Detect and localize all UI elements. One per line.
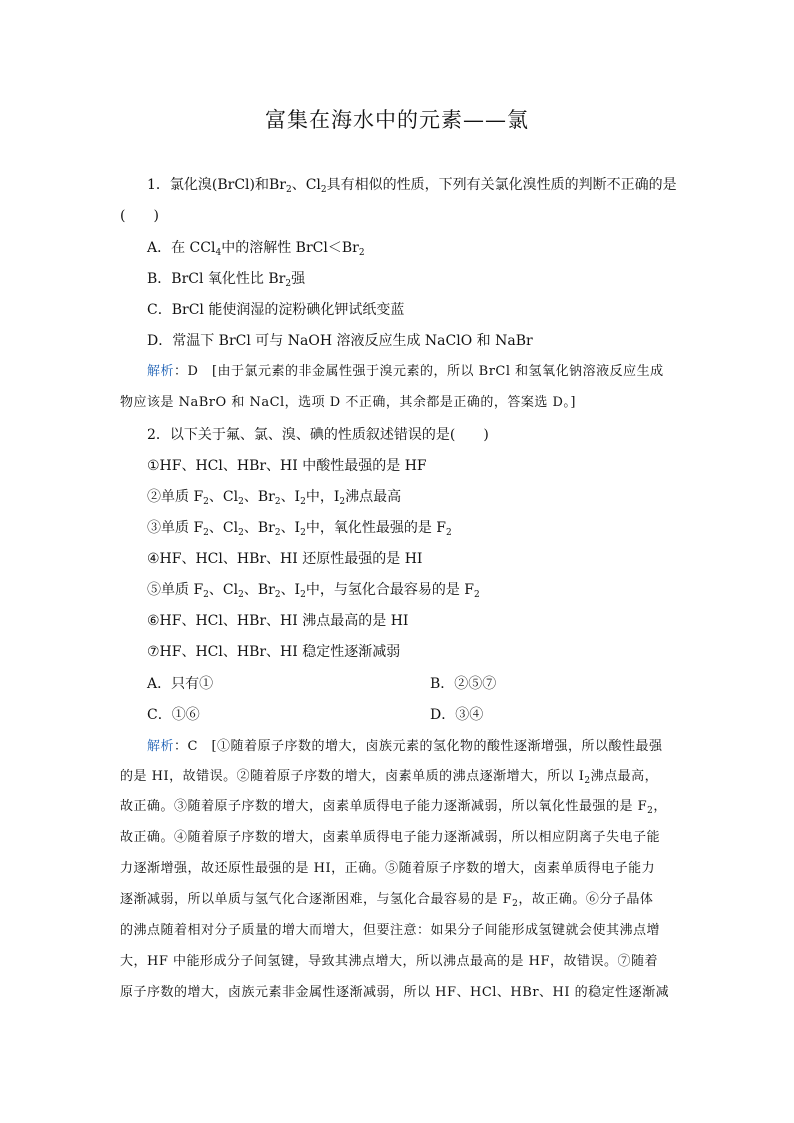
subscript: 2 (339, 497, 346, 507)
q1-option-d: D．常温下 BrCl 可与 NaOH 溶液反应生成 NaClO 和 NaBr (147, 333, 533, 349)
q2-options-row-2 (147, 705, 677, 725)
subscript: 2 (474, 590, 480, 600)
statement-text: 、Cl (208, 520, 239, 536)
subscript: 2 (274, 497, 281, 507)
statement-text: 中，I (305, 489, 340, 505)
analysis-text: ：D [由于氯元素的非金属性强于溴元素的，所以 BrCl 和氢氧化钠溶液反应生成 (174, 364, 664, 379)
statement-text: 、I (280, 520, 301, 536)
subscript: 2 (300, 528, 306, 538)
q1-option-a (147, 238, 677, 258)
statement-text: 、Br (243, 489, 275, 505)
subscript: 2 (512, 899, 519, 909)
subscript: 2 (300, 590, 306, 600)
analysis-label: 解析 (147, 739, 175, 754)
statement-text: 中，氧化性最强的是 F (305, 520, 446, 536)
q2-analysis-line-9: 原子序数的增大，卤族元素非金属性逐渐减弱，所以 HF、HCl、HBr、HI 的稳定性逐渐减 (120, 985, 670, 1000)
analysis-text: ，故正确。⑥分子晶体 (518, 892, 654, 907)
subscript: 2 (203, 528, 209, 538)
statement-text: 沸点最高 (345, 489, 402, 505)
subscript: 2 (238, 528, 244, 538)
q2-statement-6: ⑥HF、HCl、HBr、HI 沸点最高的是 HI (147, 613, 409, 629)
q2-option-a: A．只有① (147, 676, 214, 692)
q2-analysis-line-8: 大，HF 中能形成分子间氢键，导致其沸点增大，所以沸点最高的是 HF，故错误。⑦随着 (120, 954, 658, 969)
subscript: 4 (215, 248, 222, 258)
q1-analysis-line-2: 物应该是 NaBrO 和 NaCl，选项 D 不正确，其余都是正确的，答案选 D。] (120, 395, 576, 410)
subscript: 2 (320, 185, 327, 195)
q2-analysis-line-3 (120, 797, 676, 817)
page-title: 富集在海水中的元素——氯 (265, 108, 529, 132)
q2-analysis-line-4: 故正确。④随着原子序数的增大，卤素单质得电子能力逐渐减弱，所以相应阴离子失电子能 (120, 830, 661, 845)
option-text: A．在 CCl (147, 240, 216, 256)
q2-options-row-1 (147, 674, 677, 694)
q2-option-c: C．①⑥ (147, 707, 200, 723)
subscript: 2 (203, 497, 209, 507)
analysis-label: 解析 (147, 364, 175, 379)
q2-analysis-line-6 (120, 890, 676, 910)
q2-statement-1: ①HF、HCl、HBr、HI 中酸性最强的是 HF (147, 458, 427, 474)
statement-text: ③单质 F (147, 520, 204, 536)
subscript: 2 (285, 279, 292, 289)
subscript: 2 (285, 185, 292, 195)
option-text: B．BrCl 氧化性比 Br (147, 271, 286, 287)
q1-option-b (147, 269, 677, 289)
option-text: 强 (291, 271, 306, 287)
subscript: 2 (203, 590, 209, 600)
subscript: 2 (274, 590, 281, 600)
analysis-text: ：C [①随着原子序数的增大，卤族元素的氢化物的酸性逐渐增强，所以酸性最强 (174, 739, 663, 754)
q2-stem: 2．以下关于氟、氯、溴、碘的性质叙述错误的是( ) (147, 427, 489, 443)
q1-stem-text: 1．氯化溴(BrCl)和Br (147, 177, 286, 193)
option-text: 中的溶解性 BrCl＜Br (221, 240, 359, 256)
statement-text: 、I (280, 582, 301, 598)
statement-text: 、Br (243, 520, 275, 536)
analysis-text: 的是 HI，故错误。②随着原子序数的增大，卤素单质的沸点逐渐增大，所以 I (120, 769, 585, 784)
analysis-text: 逐渐减弱，所以单质与氢气化合逐渐困难，与氢化合最容易的是 F (120, 892, 513, 907)
q2-analysis-line-2 (120, 767, 676, 787)
statement-text: ⑤单质 F (147, 582, 204, 598)
q2-statement-4: ④HF、HCl、HBr、HI 还原性最强的是 HI (147, 551, 423, 567)
statement-text: 、Cl (208, 582, 239, 598)
statement-text: 、Cl (208, 489, 239, 505)
q2-statement-7: ⑦HF、HCl、HBr、HI 稳定性逐渐减弱 (147, 644, 401, 660)
subscript: 2 (274, 528, 281, 538)
analysis-text: 故正确。③随着原子序数的增大，卤素单质得电子能力逐渐减弱，所以氧化性最强的是 F (120, 799, 648, 814)
subscript: 2 (647, 806, 654, 816)
q1-analysis-line-1 (147, 362, 677, 382)
subscript: 2 (300, 497, 306, 507)
statement-text: 、Br (243, 582, 275, 598)
q1-stem-text: 具有相似的性质，下列有关氯化溴性质的判断不正确的是 (326, 177, 677, 193)
q2-analysis-line-1 (147, 737, 677, 757)
q2-option-b: B．②⑤⑦ (430, 676, 497, 692)
subscript: 2 (446, 528, 452, 538)
subscript: 2 (238, 497, 244, 507)
analysis-text: 沸点最高， (590, 769, 659, 784)
q1-stem-text: 、Cl (291, 177, 321, 193)
subscript: 2 (584, 776, 591, 786)
q2-statement-5 (147, 580, 677, 600)
q1-stem (147, 175, 677, 195)
q2-analysis-line-5: 力逐渐增强，故还原性最强的是 HI，正确。⑤随着原子序数的增大，卤素单质得电子能力 (120, 861, 656, 876)
subscript: 2 (358, 248, 365, 258)
q2-statement-2 (147, 487, 677, 507)
analysis-text: ， (653, 799, 667, 814)
statement-text: 、I (280, 489, 301, 505)
q2-statement-3 (147, 518, 677, 538)
q2-option-d: D．③④ (430, 707, 484, 723)
subscript: 2 (238, 590, 244, 600)
q1-option-c: C．BrCl 能使润湿的淀粉碘化钾试纸变蓝 (147, 302, 405, 318)
statement-text: ②单质 F (147, 489, 204, 505)
q2-analysis-line-7: 的沸点随着相对分子质量的增大而增大，但要注意：如果分子间能形成氢键就会使其沸点增 (120, 923, 661, 938)
statement-text: 中，与氢化合最容易的是 F (305, 582, 474, 598)
q1-blank: ( ) (120, 208, 159, 224)
